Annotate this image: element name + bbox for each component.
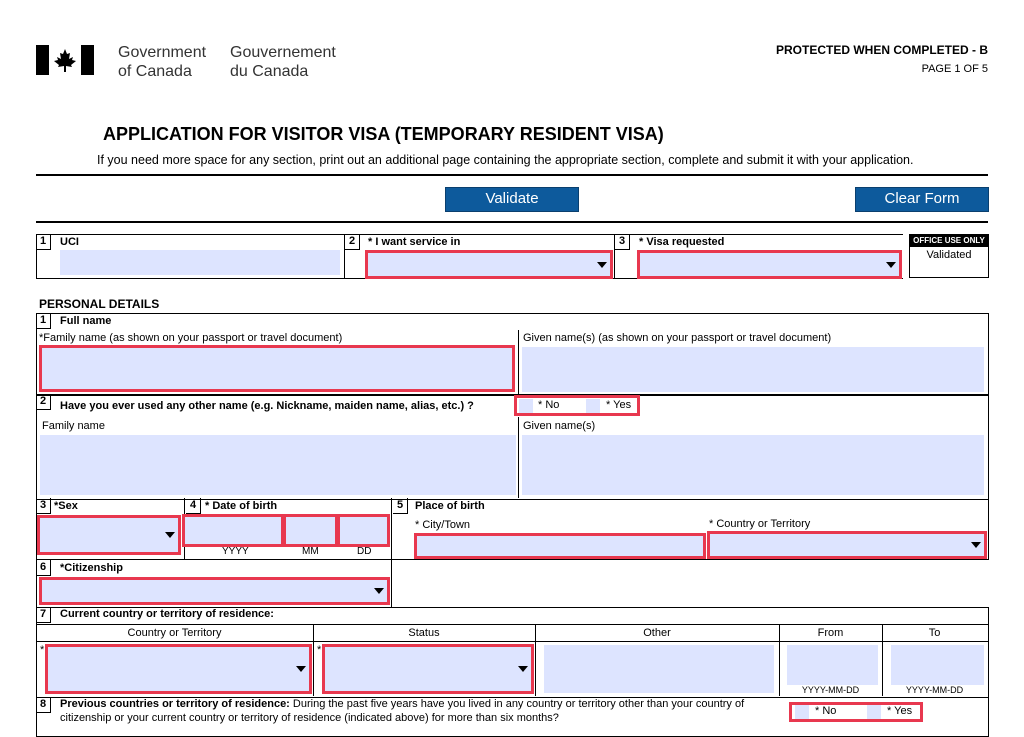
office-use-box — [909, 234, 989, 278]
family-name-input[interactable] — [39, 345, 515, 392]
other-family-name-input[interactable] — [40, 435, 516, 495]
given-name-label: Given name(s) (as shown on your passport or travel document) — [523, 332, 832, 344]
other-given-name-label: Given name(s) — [523, 420, 596, 432]
dob-day-input[interactable] — [337, 514, 390, 547]
col-to: To — [928, 627, 941, 639]
gov-fr-name — [230, 43, 336, 81]
citizenship-label: *Citizenship — [60, 562, 123, 574]
validate-button[interactable]: Validate — [445, 187, 579, 212]
office-status: Validated — [926, 249, 972, 261]
uci-label: UCI — [60, 236, 79, 248]
form-subtitle: If you need more space for any section, print out an additional page containing the appropriate section, complete and submit it with your application. — [97, 153, 914, 167]
previous-residence-yes-checkbox[interactable] — [867, 705, 881, 719]
dob-year-input[interactable] — [182, 514, 284, 547]
previous-residence-yes-no — [789, 702, 923, 722]
pob-label: Place of birth — [415, 500, 485, 512]
chevron-down-icon — [971, 542, 981, 548]
q4-number: 4 — [186, 498, 201, 514]
chevron-down-icon — [296, 666, 306, 672]
q6-number: 6 — [36, 560, 51, 576]
residence-to-input[interactable] — [891, 645, 984, 685]
gov-fr-line2: du Canada — [230, 63, 309, 80]
q5-number: 5 — [393, 498, 408, 514]
visa-label: * Visa requested — [639, 236, 725, 248]
family-name-label: *Family name (as shown on your passport or travel document) — [39, 332, 343, 344]
gov-fr-line1: Gouvernement — [230, 44, 336, 61]
to-date-hint: YYYY-MM-DD — [905, 685, 964, 695]
col-country: Country or Territory — [127, 627, 222, 639]
pob-country-label: * Country or Territory — [709, 518, 811, 530]
office-use-label: OFFICE USE ONLY — [910, 235, 988, 247]
chevron-down-icon — [597, 262, 607, 268]
residence-from-input[interactable] — [787, 645, 878, 685]
sex-label: *Sex — [54, 500, 78, 512]
residence-country-select[interactable] — [45, 644, 312, 694]
q2-number: 2 — [36, 394, 51, 410]
previous-residence-text-line2: citizenship or your current country or territory of residence (indicated above) for more than six months? — [60, 712, 559, 724]
citizenship-select[interactable] — [39, 577, 390, 605]
service-number: 2 — [345, 234, 360, 250]
residence-status-select[interactable] — [322, 644, 534, 694]
no-label: * No — [815, 705, 837, 717]
sex-select[interactable] — [37, 515, 181, 555]
section-title: PERSONAL DETAILS — [39, 297, 160, 311]
other-name-yes-no — [514, 395, 640, 416]
q7-number: 7 — [36, 607, 51, 623]
chevron-down-icon — [165, 532, 175, 538]
visa-type-select[interactable] — [637, 250, 902, 279]
required-star: * — [317, 644, 322, 656]
from-date-hint: YYYY-MM-DD — [801, 685, 860, 695]
col-other: Other — [643, 627, 671, 639]
chevron-down-icon — [886, 262, 896, 268]
previous-residence-text: During the past five years have you lived in any country or territory other than your country of — [289, 698, 745, 710]
q8-number: 8 — [36, 697, 51, 713]
visa-number: 3 — [615, 234, 630, 250]
q1-number: 1 — [36, 313, 51, 329]
yes-label: * Yes — [606, 399, 632, 411]
gov-en-name — [118, 43, 206, 81]
chevron-down-icon — [518, 666, 528, 672]
canada-flag-logo — [36, 45, 94, 75]
gov-en-line2: of Canada — [118, 63, 192, 80]
q3-number: 3 — [36, 498, 51, 514]
dob-month-input[interactable] — [283, 514, 338, 547]
service-language-select[interactable] — [365, 250, 613, 279]
chevron-down-icon — [374, 588, 384, 594]
no-label: * No — [538, 399, 560, 411]
other-family-name-label: Family name — [42, 420, 105, 432]
service-label: * I want service in — [368, 236, 461, 248]
previous-residence-title: Previous countries or territory of residence: — [60, 698, 290, 710]
other-name-question: Have you ever used any other name (e.g. Nickname, maiden name, alias, etc.) ? — [60, 400, 474, 412]
residence-label: Current country or territory of residence: — [60, 608, 274, 620]
uci-number: 1 — [36, 234, 51, 250]
col-status: Status — [408, 627, 440, 639]
page-indicator: PAGE 1 OF 5 — [921, 63, 988, 75]
other-given-name-input[interactable] — [522, 435, 984, 495]
dob-month-hint: MM — [302, 546, 319, 557]
residence-other-input[interactable] — [544, 645, 774, 693]
gov-en-line1: Government — [118, 44, 207, 61]
other-name-no-checkbox[interactable] — [519, 399, 533, 413]
pob-country-select[interactable] — [707, 531, 987, 559]
form-title: APPLICATION FOR VISITOR VISA (TEMPORARY RESIDENT VISA) — [103, 124, 664, 144]
previous-residence-question — [60, 698, 780, 710]
dob-label: * Date of birth — [205, 500, 278, 512]
pob-city-input[interactable] — [414, 533, 706, 559]
full-name-label: Full name — [60, 315, 112, 327]
col-from: From — [817, 627, 844, 639]
given-name-input[interactable] — [522, 347, 984, 392]
other-name-yes-checkbox[interactable] — [586, 399, 600, 413]
dob-year-hint: YYYY — [222, 546, 249, 557]
protected-label: PROTECTED WHEN COMPLETED - B — [776, 43, 988, 57]
pob-city-label: * City/Town — [415, 519, 471, 531]
required-star: * — [40, 644, 45, 656]
uci-input[interactable] — [60, 250, 340, 275]
previous-residence-no-checkbox[interactable] — [795, 705, 809, 719]
clear-form-button[interactable]: Clear Form — [855, 187, 989, 212]
dob-day-hint: DD — [357, 546, 372, 557]
yes-label: * Yes — [887, 705, 913, 717]
